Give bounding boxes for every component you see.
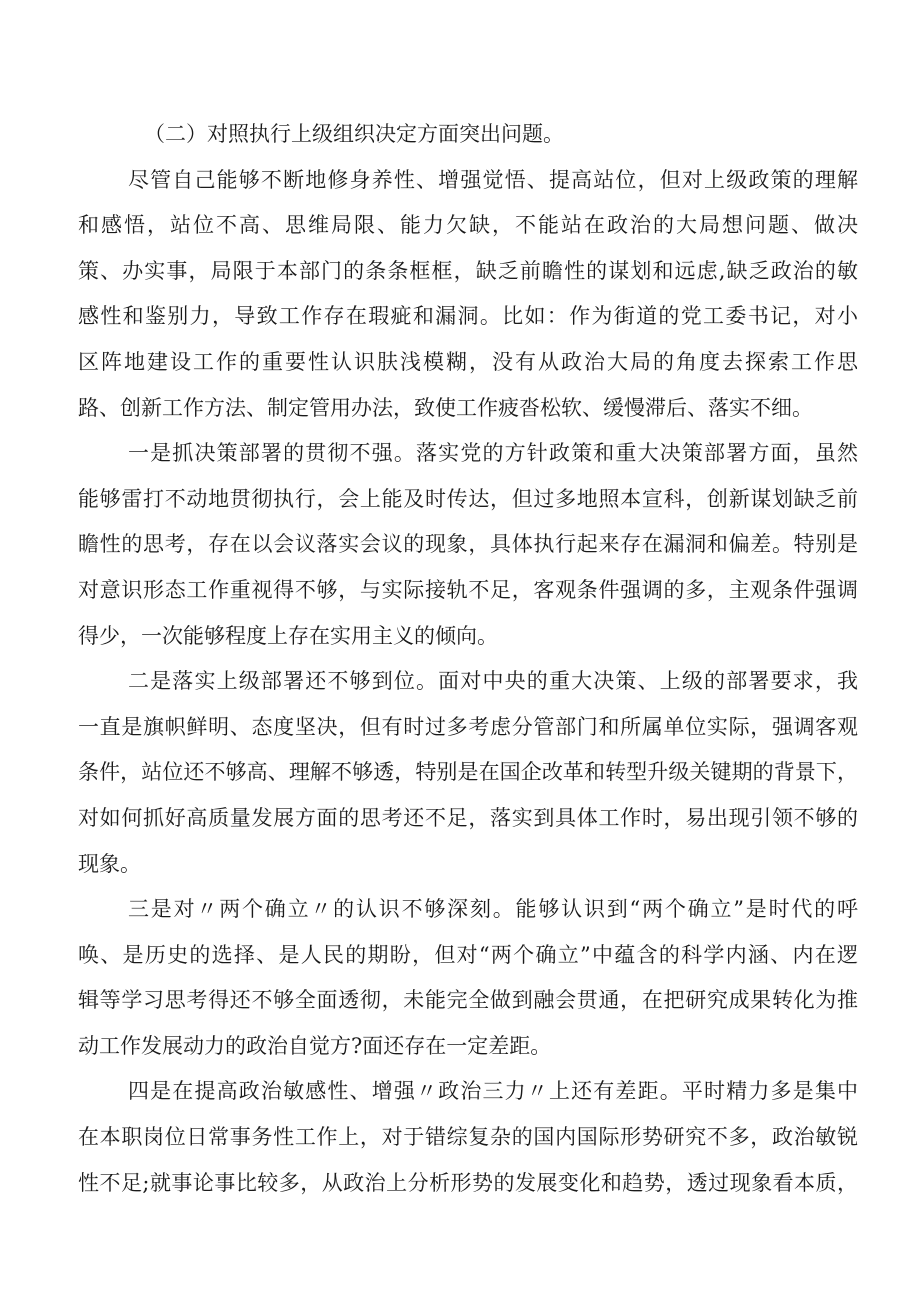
text-line: 辑等学习思考得还不够全面透彻，未能完全做到融会贯通，在把研究成果转化为推: [78, 988, 858, 1013]
text-line: 区阵地建设工作的重要性认识肤浅模糊，没有从政治大局的角度去探索工作思: [78, 349, 858, 374]
text-line: 二是落实上级部署还不够到位。面对中央的重大决策、上级的部署要求，我: [128, 669, 858, 694]
text-line: 现象。: [78, 851, 141, 876]
paragraph-1: [78, 158, 858, 432]
paragraph-3: [78, 659, 858, 887]
text-line: 三是对〃两个确立〃的认识不够深刻。能够认识到“两个确立”是时代的呼: [128, 897, 858, 922]
paragraph-5: [78, 1069, 858, 1206]
text-line: 四是在提高政治敏感性、增强〃政治三力〃上还有差距。平时精力多是集中: [128, 1079, 858, 1104]
text-line: 对如何抓好高质量发展方面的思考还不足，落实到具体工作时，易出现引领不够的: [78, 805, 858, 830]
text-line: 一直是旗帜鲜明、态度坚决，但有时过多考虑分管部门和所属单位实际，强调客观: [78, 714, 858, 739]
text-line: 唤、是历史的选择、是人民的期盼，但对“两个确立”中蕴含的科学内涵、内在逻: [78, 942, 858, 967]
text-line: 动工作发展动力的政治自觉方?面还存在一定差距。: [78, 1033, 552, 1058]
text-line: 感性和鉴别力，导致工作存在瑕疵和漏洞。比如：作为街道的党工委书记，对小: [78, 304, 858, 329]
text-line: 对意识形态工作重视得不够，与实际接轨不足，客观条件强调的多，主观条件强调: [78, 577, 858, 602]
section-heading: （二）对照执行上级组织决定方面突出问题。: [144, 122, 564, 146]
text-line: 条件，站位还不够高、理解不够透，特别是在国企改革和转型升级关键期的背景下，: [78, 760, 858, 785]
text-line: 一是抓决策部署的贯彻不强。落实党的方针政策和重大决策部署方面，虽然: [128, 441, 858, 466]
text-line: 性不足;就事论事比较多，从政治上分析形势的发展变化和趋势，透过现象看本质，: [78, 1170, 858, 1195]
text-line: 路、创新工作方法、制定管用办法，致使工作疲沓松软、缓慢滞后、落实不细。: [78, 395, 813, 420]
text-line: 尽管自己能够不断地修身养性、增强觉悟、提高站位，但对上级政策的理解: [128, 167, 858, 192]
text-line: 能够雷打不动地贯彻执行，会上能及时传达，但过多地照本宣科，创新谋划缺乏前: [78, 486, 858, 511]
text-line: 和感悟，站位不高、思维局限、能力欠缺，不能站在政治的大局想问题、做决: [78, 213, 858, 238]
text-line: 得少，一次能够程度上存在实用主义的倾向。: [78, 623, 498, 648]
text-line: 策、办实事，局限于本部门的条条框框，缺乏前瞻性的谋划和远虑,缺乏政治的敏: [78, 258, 858, 283]
paragraph-2: [78, 431, 858, 659]
text-line: 瞻性的思考，存在以会议落实会议的现象，具体执行起来存在漏洞和偏差。特别是: [78, 532, 858, 557]
paragraph-4: [78, 887, 858, 1069]
text-line: 在本职岗位日常事务性工作上，对于错综复杂的国内国际形势研究不多，政治敏锐: [78, 1125, 858, 1150]
document-body: [78, 112, 858, 1206]
